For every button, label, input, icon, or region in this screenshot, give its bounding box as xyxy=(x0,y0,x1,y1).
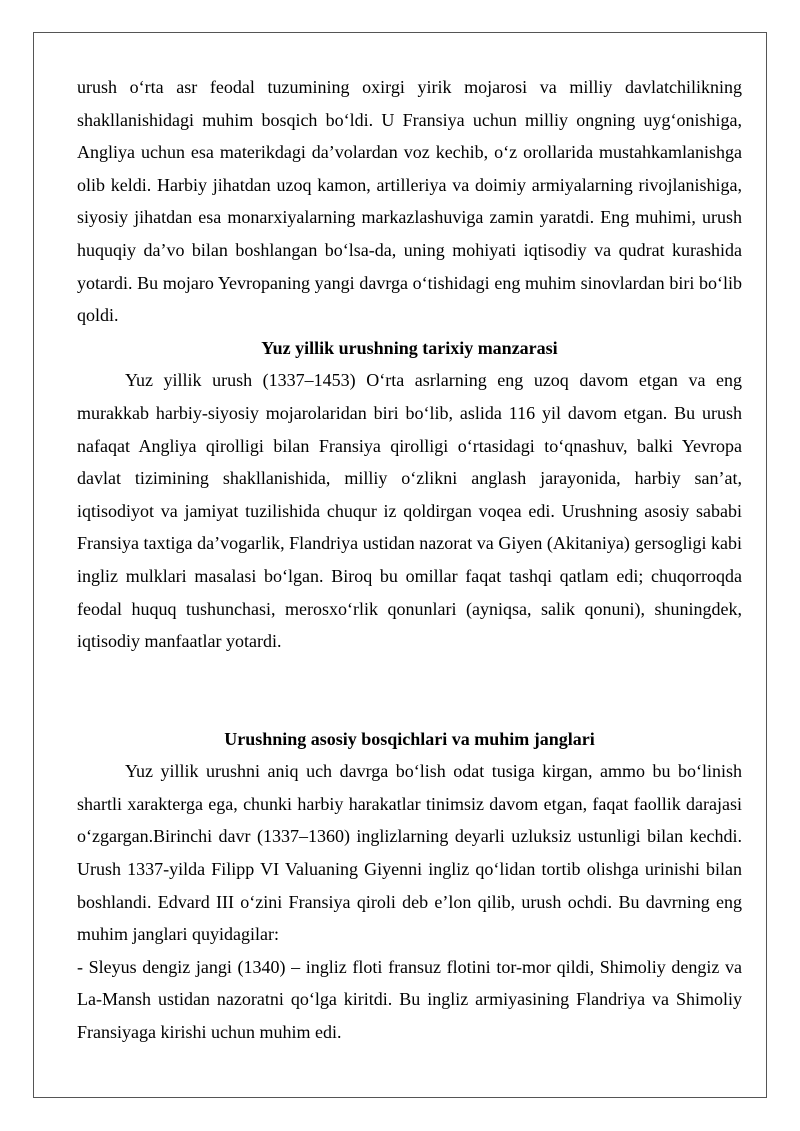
section-heading-main-stages: Urushning asosiy bosqichlari va muhim janglari xyxy=(224,728,595,749)
intro-paragraph: urush o‘rta asr feodal tuzumining oxirgi yirik mojarosi va milliy davlatchilikning shakllanishidagi muhim bosqich bo‘ldi. U Fransiya uchun milliy ongning uyg‘onishiga, Angliya uchun esa materikdagi da’volardan voz kechib, o‘z orollarida mustahkamlanishga olib keldi. Harbiy jihatdan uzoq kamon, artilleriya va doimiy armiyalarning rivojlanishiga, siyosiy jihatdan esa monarxiyalarning markazlashuviga zamin yaratdi. Eng muhimi, urush huquqiy da’vo bilan boshlangan bo‘lsa-da, uning mohiyati iqtisodiy va qudrat kurashida yotardi. Bu mojaro Yevropaning yangi davrga o‘tishidagi eng muhim sinovlardan biri bo‘lib qoldi. xyxy=(77,77,742,326)
blank-space xyxy=(77,658,742,723)
section-paragraph-main-stages: Yuz yillik urushni aniq uch davrga bo‘lish odat tusiga kirgan, ammo bu bo‘linish shartli xarakterga ega, chunki harbiy harakatlar tinimsiz davom etgan, faqat faollik darajasi o‘zgargan.Birinchi davr (1337–1360) inglizlarning deyarli uzluksiz ustunligi bilan kechdi. Urush 1337-yilda Filipp VI Valuaning Giyenni ingliz qo‘lidan tortib olishga urinishi bilan boshlandi. Edvard III o‘zini Fransiya qiroli deb e’lon qilib, urush ochdi. Bu davrning eng muhim janglari quyidagilar: xyxy=(77,761,742,945)
list-item: - Sleyus dengiz jangi (1340) – ingliz floti fransuz flotini tor-mor qildi, Shimoliy dengiz va La-Mansh ustidan nazoratni qo‘lga kiritdi. Bu ingliz armiyasining Flandriya va Shimoliy Fransiyaga kirishi uchun muhim edi. xyxy=(77,956,742,1043)
section-paragraph-historical-overview: Yuz yillik urush (1337–1453) O‘rta asrlarning eng uzoq davom etgan va eng murakkab harbiy-siyosiy mojarolaridan biri bo‘lib, aslida 116 yil davom etgan. Bu urush nafaqat Angliya qirolligi bilan Fransiya qirolligi o‘rtasidagi to‘qnashuv, balki Yevropa davlat tizimining shakllanishida, milliy o‘zlikni anglash jarayonida, harbiy san’at, iqtisodiyot va jamiyat tuzilishida chuqur iz qoldirgan voqea edi. Urushning asosiy sababi Fransiya taxtiga da’vogarlik, Flandriya ustidan nazorat va Giyen (Akitaniya) gersogligi kabi ingliz mulklari masalasi bo‘lgan. Biroq bu omillar faqat tashqi qatlam edi; chuqorroqda feodal huquq tushunchasi, merosxo‘rlik qonunlari (ayniqsa, salik qonuni), shuningdek, iqtisodiy manfaatlar yotardi. xyxy=(77,370,742,652)
document-body xyxy=(77,71,742,1049)
section-heading-historical-overview: Yuz yillik urushning tarixiy manzarasi xyxy=(261,337,558,358)
